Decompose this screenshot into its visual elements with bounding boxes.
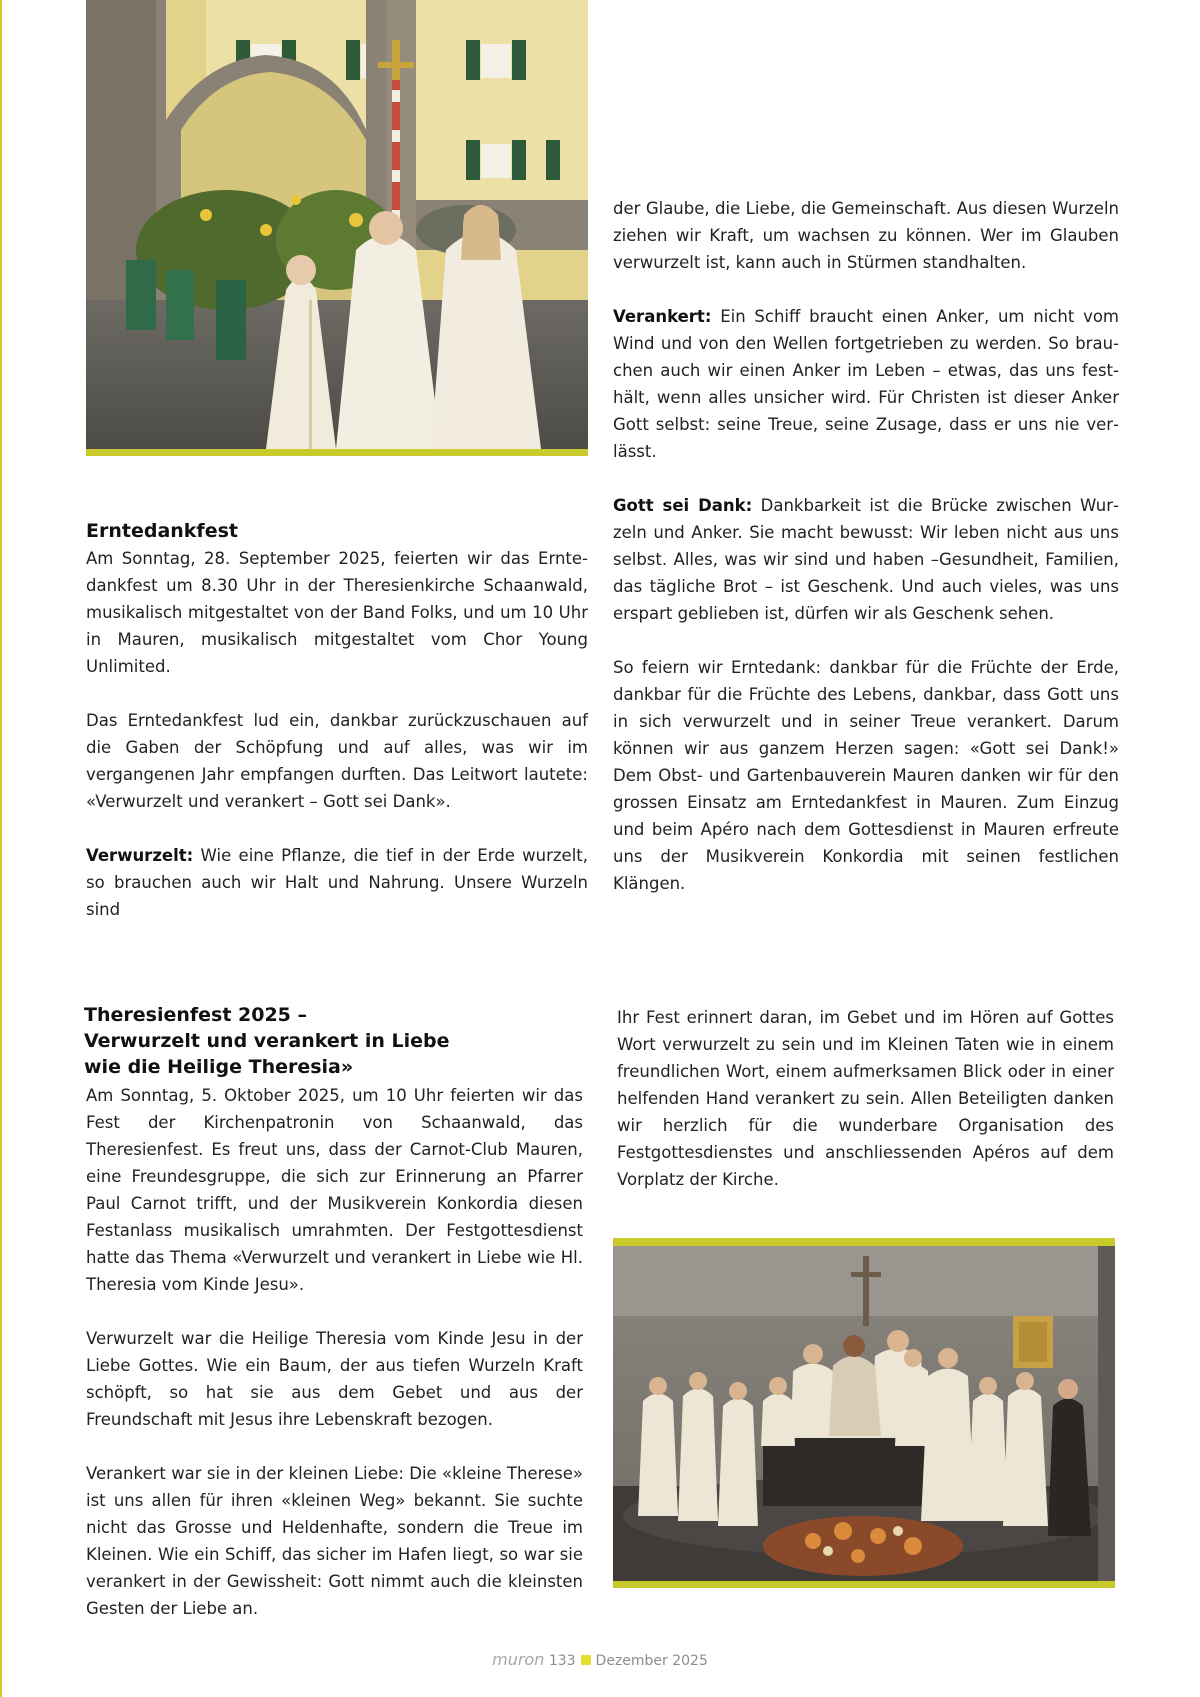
article1-right-column <box>613 195 1119 897</box>
term-label: Verwurzelt: <box>86 846 194 865</box>
procession-photo <box>86 0 588 449</box>
paragraph: Verankert war sie in der kleinen Liebe: Die «kleine Therese» ist uns allen für ihren «kleinen Weg» bekannt. Sie suchte nicht das Grosse und Heldenhafte, sondern die Treue im Kleinen. Wie ein Schiff, das sicher im Hafen liegt, so war sie verankert in der Gewissheit: Gott nimmt auch die kleinsten Gesten der Liebe an. <box>86 1464 583 1618</box>
paragraph: Das Erntedankfest lud ein, dankbar zurückzuschauen auf die Gaben der Schöpfung und auf alles, was wir im vergangenen Jahr empfangen durften. Das Leitwort lautete: «Verwurzelt und verankert – Gott sei Dank». <box>86 711 588 811</box>
article-title-theresienfest <box>84 1002 450 1080</box>
paragraph-gott-sei-dank <box>613 492 1119 627</box>
paragraph: der Glaube, die Liebe, die Gemeinschaft. Aus diesen Wurzeln ziehen wir Kraft, um wachsen zu können. Wer im Glauben verwurzelt ist, kann auch in Stürmen standhalten. <box>613 199 1119 272</box>
article-title-erntedankfest: Erntedankfest <box>86 520 238 542</box>
paragraph-text: Dankbarkeit ist die Brücke zwischen Wurzeln und Anker. Sie macht bewusst: Wir leben nicht aus uns selbst. Alles, was wir sind und haben –Gesundheit, Familien, das tägliche Brot – ist Geschenk. Und auch vieles, was uns erspart geblieben ist, dürfen wir als Geschenk sehen. <box>613 496 1119 623</box>
term-label: Verankert: <box>613 307 712 326</box>
article2-right-column <box>617 1004 1114 1193</box>
title-line: Theresienfest 2025 – <box>84 1004 308 1026</box>
square-icon <box>581 1655 591 1665</box>
article2-left-column <box>86 1082 583 1622</box>
photo-accent-bar <box>613 1581 1115 1588</box>
paragraph: Am Sonntag, 5. Oktober 2025, um 10 Uhr feierten wir das Fest der Kirchenpatronin von Schaanwald, das Theresienfest. Es freut uns, dass der Carnot-Club Mauren, eine Freundesgruppe, die sich zur Erinnerung an Pfarrer Paul Carnot trifft, und der Musikverein Konkordia diesen Festanlass musikalisch umrahmten. Der Festgottesdienst hatte das Thema «Verwurzelt und verankert in Liebe wie Hl. Theresia vom Kinde Jesu». <box>86 1086 583 1294</box>
paragraph: So feiern wir Erntedank: dankbar für die Früchte der Erde, dankbar für die Früchte des Lebens, dankbar, dass Gott uns in sich verwurzelt und in seiner Treue verankert. Darum können wir aus ganzem Herzen sagen: «Gott sei Dank!» Dem Obst- und Gartenbauverein Mauren danken wir für den grossen Einsatz am Erntedankfest in Mauren. Zum Einzug und beim Apéro nach dem Gottesdienst in Mauren erfreute uns der Musikverein Konkordia mit seinen festlichen Klängen. <box>613 658 1119 893</box>
magazine-name: muron <box>492 1650 545 1669</box>
page-edge-line <box>0 0 2 1697</box>
photo-accent-bar <box>86 449 588 456</box>
paragraph-verankert <box>613 303 1119 465</box>
church-altar-photo <box>613 1246 1115 1581</box>
paragraph-text: Ein Schiff braucht einen Anker, um nicht vom Wind und von den Wellen fortgetrieben zu werden. So brauchen auch wir einen Anker im Leben – etwas, das uns festhält, wenn alles unsicher wird. Für Christen ist dieser Anker Gott selbst: seine Treue, seine Zusage, dass er uns nie verlässt. <box>613 307 1119 461</box>
article1-left-column <box>86 545 588 923</box>
paragraph-verwurzelt <box>86 842 588 923</box>
title-line: wie die Heilige Theresia» <box>84 1056 354 1078</box>
paragraph: Ihr Fest erinnert daran, im Gebet und im Hören auf Gottes Wort verwurzelt zu sein und im Kleinen Taten wie in einem freundlichen Wort, einem aufmerksamen Blick oder in einer helfenden Hand verankert zu sein. Allen Beteiligten danken wir herzlich für die wunderbare Organisation des Festgottesdienstes und anschliessenden Apéros auf dem Vorplatz der Kirche. <box>617 1008 1114 1189</box>
paragraph: Am Sonntag, 28. September 2025, feierten wir das Erntedankfest um 8.30 Uhr in der Theresienkirche Schaanwald, musikalisch mitgestaltet von der Band Folks, und um 10 Uhr in Mauren, musikalisch mitgestaltet vom Chor Young Unlimited. <box>86 549 588 676</box>
paragraph-text: Wie eine Pflanze, die tief in der Erde wurzelt, so brauchen auch wir Halt und Nahrung. Unsere Wurzeln sind <box>86 846 588 919</box>
issue-date: Dezember 2025 <box>595 1653 708 1669</box>
title-line: Verwurzelt und verankert in Liebe <box>84 1030 450 1052</box>
photo-accent-bar <box>613 1238 1115 1246</box>
issue-number: 133 <box>548 1653 576 1669</box>
paragraph: Verwurzelt war die Heilige Theresia vom Kinde Jesu in der Liebe Gottes. Wie ein Baum, der aus tiefen Wurzeln Kraft schöpft, so hat sie aus dem Gebet und aus der Freundschaft mit Jesus ihre Lebenskraft bezogen. <box>86 1329 583 1429</box>
page-footer <box>0 1650 1200 1669</box>
term-label: Gott sei Dank: <box>613 496 753 515</box>
